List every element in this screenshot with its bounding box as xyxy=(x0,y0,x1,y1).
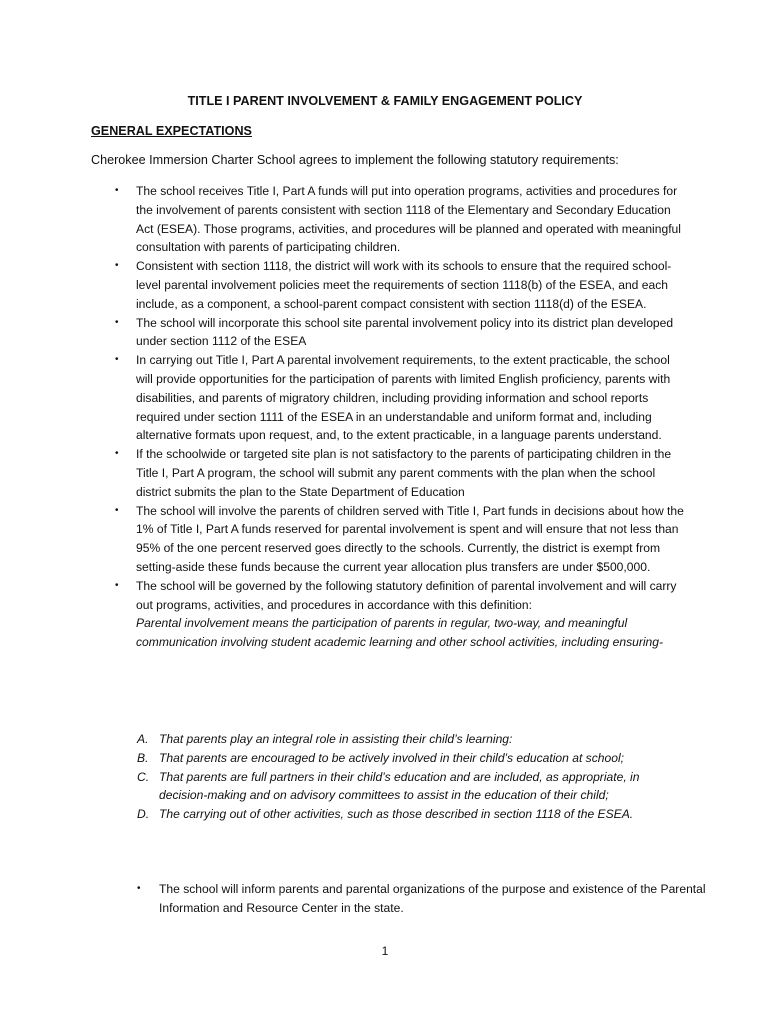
list-item-text: The school will involve the parents of children served with Title I, Part funds in decisions about how the 1% of Title I, Part A funds reserved for parental involvement is spent and will ensure that not less than 95% of the one percent reserved goes directly to the schools. Currently, the district is exempt from setting-aside these funds because the current year allocation plus transfers are under $500,000. xyxy=(136,503,684,574)
sublist-text: That parents are full partners in their child’s education and are included, as appropriate, in decision-making and on advisory committees to assist in the education of their child; xyxy=(159,769,640,803)
sublist-letter: D. xyxy=(137,807,150,822)
sublist-item xyxy=(91,749,686,768)
bullet-icon: • xyxy=(115,354,119,366)
bullet-icon: • xyxy=(137,883,141,894)
sublist-item xyxy=(91,730,686,749)
list-item xyxy=(91,502,686,577)
sublist-text: That parents play an integral role in assisting their child’s learning: xyxy=(159,732,513,746)
sublist-letter: C. xyxy=(137,769,150,784)
list-item xyxy=(91,577,686,652)
list-item-text: Consistent with section 1118, the district will work with its schools to ensure that the required school-level parental involvement policies meet the requirements of section 1118(b) of the ESEA, and each include, as a component, a school-parent compact consistent with section 1118(d) of the ESEA. xyxy=(136,259,672,311)
list-item xyxy=(91,351,686,445)
bullet-icon: • xyxy=(115,579,119,591)
sublist-letter: B. xyxy=(137,750,149,765)
bullet-icon: • xyxy=(115,185,119,196)
intro-paragraph: Cherokee Immersion Charter School agrees to implement the following statutory requirements: xyxy=(91,153,619,167)
definition-sublist xyxy=(91,730,686,824)
list-item xyxy=(91,182,686,257)
bullet-icon: • xyxy=(115,448,119,460)
sublist-text: The carrying out of other activities, such as those described in section 1118 of the ESEA. xyxy=(159,807,634,822)
list-item-text: The school will inform parents and parental organizations of the purpose and existence of the Parental Information and Resource Center in the state. xyxy=(159,882,706,915)
list-item xyxy=(91,314,686,352)
bullet-icon: • xyxy=(115,504,119,516)
page-number: 1 xyxy=(381,944,389,958)
section-heading: GENERAL EXPECTATIONS xyxy=(91,124,252,138)
sublist-text: That parents are encouraged to be actively involved in their child’s education at school; xyxy=(159,750,624,765)
list-item-last xyxy=(91,880,731,918)
list-item xyxy=(91,445,686,501)
bullet-icon: • xyxy=(115,316,119,328)
sublist-letter: A. xyxy=(137,732,149,746)
list-item-text: The school will be governed by the following statutory definition of parental involvement and will carry out programs, activities, and procedures in accordance with this definition: xyxy=(136,578,677,612)
list-item-text: The school will incorporate this school site parental involvement policy into its district plan developed under section 1112 of the ESEA xyxy=(136,315,674,349)
sublist-item xyxy=(91,805,686,824)
requirements-list xyxy=(91,182,686,652)
sublist-item xyxy=(91,768,686,806)
list-item-text: In carrying out Title I, Part A parental involvement requirements, to the extent practicable, the school will provide opportunities for the participation of parents with limited English proficiency, parents with disabilities, and parents of migratory children, including providing information and school reports required under section 1111 of the ESEA in an understandable and uniform format and, including alternative formats upon request, and, to the extent practicable, in a language parents understand. xyxy=(136,353,671,443)
list-item xyxy=(91,257,686,313)
list-item-text: If the schoolwide or targeted site plan is not satisfactory to the parents of participating children in the Title I, Part A program, the school will submit any parent comments with the plan when the school district submits the plan to the State Department of Education xyxy=(136,447,672,499)
definition-text: Parental involvement means the participation of parents in regular, two-way, and meaningful communication involving student academic learning and other school activities, including ensuring- xyxy=(136,616,664,650)
bullet-icon: • xyxy=(115,260,119,272)
page-title: TITLE I PARENT INVOLVEMENT & FAMILY ENGAGEMENT POLICY xyxy=(187,94,583,108)
list-item-text: The school receives Title I, Part A funds will put into operation programs, activities and procedures for the involvement of parents consistent with section 1118 of the Elementary and Secondary Education Act (ESEA). Those programs, activities, and procedures will be planned and operated with meaningful consultation with parents of participating children. xyxy=(136,184,681,255)
